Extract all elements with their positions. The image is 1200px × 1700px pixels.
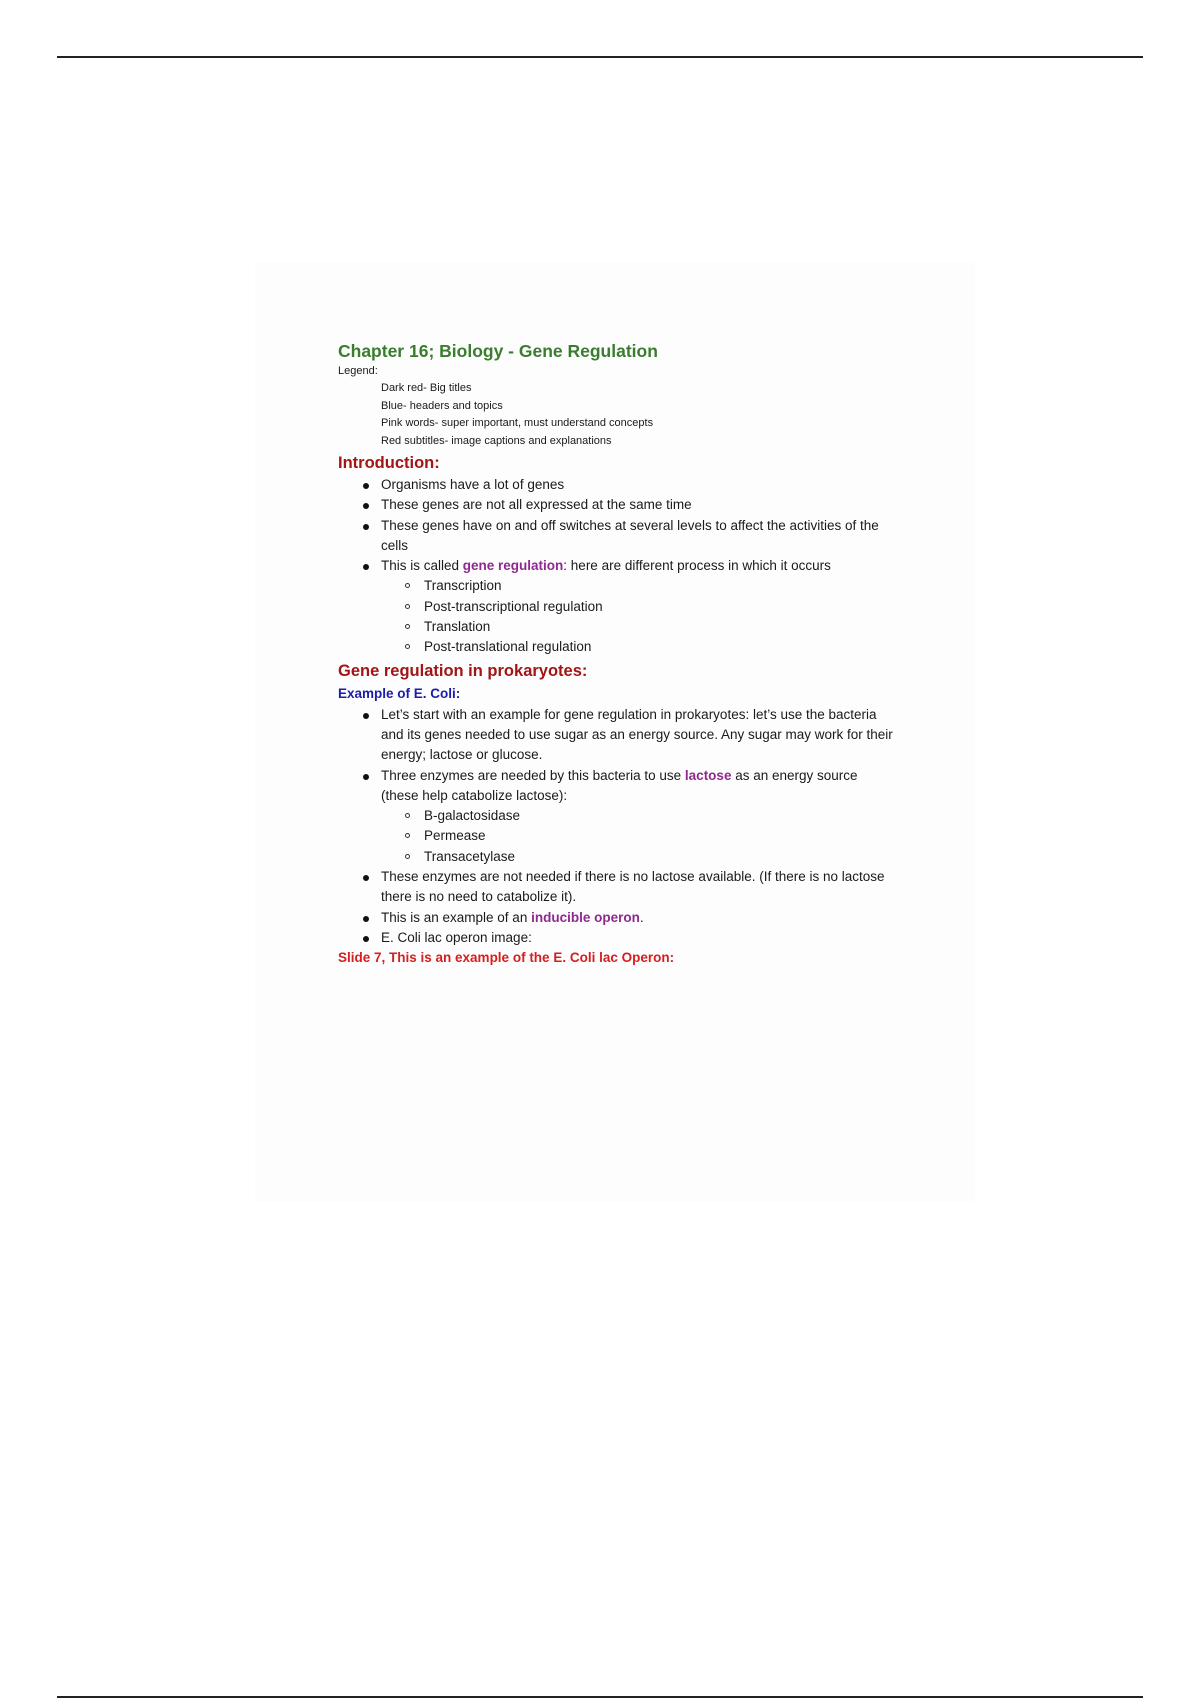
bullet-icon (363, 564, 369, 570)
bullet-icon (363, 524, 369, 530)
key-term: lactose (684, 767, 732, 783)
circle-bullet-icon (405, 854, 410, 859)
list-item: This is called gene regulation: here are different process in which it occurs Transcription Post-transcriptional regulation Translation Post-translational regulation (381, 556, 898, 657)
enzyme-sublist (381, 806, 898, 867)
key-term: gene regulation (462, 558, 564, 574)
legend-item: Blue- headers and topics (381, 399, 503, 412)
bottom-rule (57, 1696, 1143, 1698)
list-item: Three enzymes are needed by this bacteria to use lactose as an energy source (these help catabolize lactose): B-galactosidase Permease Transacetylase (381, 766, 898, 867)
prokaryotes-bullets (338, 705, 898, 949)
intro-heading: Introduction: (338, 454, 440, 472)
intro-sublist (381, 576, 898, 657)
list-item: This is an example of an inducible operon. (381, 908, 898, 928)
sub-list-item: Transcription (424, 576, 898, 596)
sub-list-item: Permease (424, 826, 898, 846)
list-item: These enzymes are not needed if there is no lactose available. (If there is no lactose there is no need to catabolize it). (381, 867, 898, 908)
list-item: Organisms have a lot of genes (381, 475, 898, 495)
legend-item: Red subtitles- image captions and explanations (381, 434, 612, 447)
key-term: inducible operon (531, 909, 640, 925)
legend-item: Pink words- super important, must understand concepts (381, 417, 654, 429)
circle-bullet-icon (405, 833, 410, 838)
legend-item: Dark red- Big titles (381, 382, 472, 394)
circle-bullet-icon (405, 583, 410, 588)
list-item: E. Coli lac operon image: (381, 928, 898, 948)
circle-bullet-icon (405, 624, 410, 629)
document-body (338, 340, 898, 968)
circle-bullet-icon (405, 604, 410, 609)
sub-list-item: Post-translational regulation (424, 637, 898, 657)
bullet-icon (363, 713, 369, 719)
intro-bullets (338, 475, 898, 658)
sub-list-item: Translation (424, 617, 898, 637)
sub-list-item: Post-transcriptional regulation (424, 597, 898, 617)
bullet-icon (363, 503, 369, 509)
list-item: These genes have on and off switches at several levels to affect the activities of the cells (381, 516, 898, 557)
bullet-icon (363, 483, 369, 489)
image-caption: Slide 7, This is an example of the E. Coli lac Operon: (338, 950, 675, 966)
chapter-title: Chapter 16; Biology - Gene Regulation (338, 341, 658, 361)
bullet-icon (363, 774, 369, 780)
sub-list-item: Transacetylase (424, 847, 898, 867)
list-item: Let’s start with an example for gene regulation in prokaryotes: let’s use the bacteria and its genes needed to use sugar as an energy source. Any sugar may work for their energy; lactose or glucose. (381, 705, 898, 766)
bullet-icon (363, 916, 369, 922)
legend-label: Legend: (338, 365, 378, 377)
list-item: These genes are not all expressed at the same time (381, 495, 898, 515)
circle-bullet-icon (405, 813, 410, 818)
prokaryotes-heading: Gene regulation in prokaryotes: (338, 661, 588, 680)
bullet-icon (363, 875, 369, 881)
circle-bullet-icon (405, 644, 410, 649)
top-rule (57, 56, 1143, 58)
ecoli-topic-heading: Example of E. Coli: (338, 685, 461, 701)
legend-list (338, 380, 898, 450)
sub-list-item: B-galactosidase (424, 806, 898, 826)
bullet-icon (363, 936, 369, 942)
